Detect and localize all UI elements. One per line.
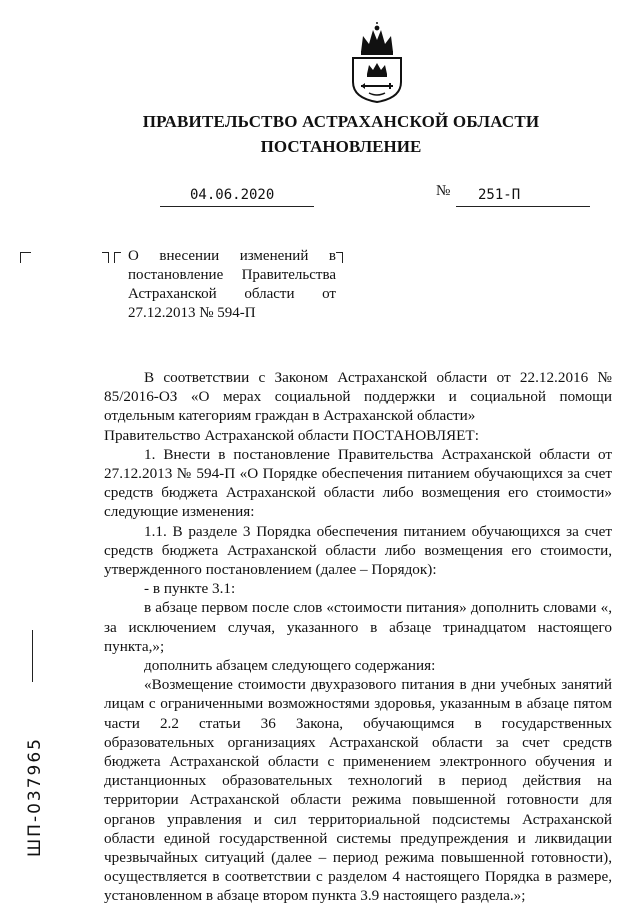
body-paragraph: В соответствии с Законом Астраханской области от 22.12.2016 № 85/2016-ОЗ «О мерах социальной поддержки и социальной помощи отдельным категориям граждан в Астраханской области» bbox=[104, 369, 612, 425]
coat-of-arms-icon bbox=[347, 22, 407, 104]
form-serial-code: ШП-037965 bbox=[25, 737, 45, 857]
number-label: № bbox=[436, 183, 451, 199]
body-paragraph: 1. Внести в постановление Правительства Астраханской области от 27.12.2013 № 594-П «О Порядке обеспечения питанием обучающихся за счет средств бюджета Астраханской области либо возмещения его стоимости» следующие изменения: bbox=[104, 445, 612, 521]
document-type: ПОСТАНОВЛЕНИЕ bbox=[260, 137, 422, 156]
subject-line: 27.12.2013 № 594-П bbox=[128, 305, 256, 321]
subject-line: постановление Правительства bbox=[128, 267, 336, 283]
body-paragraph: Правительство Астраханской области ПОСТАНОВЛЯЕТ: bbox=[104, 426, 479, 444]
body-paragraph: 1.1. В разделе 3 Порядка обеспечения питанием обучающихся за счет средств бюджета Астраханской области либо возмещения его стоимости, утвержденного постановлением (далее – Порядок): bbox=[104, 522, 612, 579]
document-subject bbox=[128, 247, 336, 323]
corner-mark bbox=[20, 252, 31, 263]
org-title: ПРАВИТЕЛЬСТВО АСТРАХАНСКОЙ ОБЛАСТИ bbox=[142, 112, 540, 131]
corner-mark bbox=[114, 252, 121, 263]
document-body bbox=[104, 368, 612, 906]
body-paragraph: в абзаце первом после слов «стоимости питания» дополнить словами «, за исключением случая, указанного в абзаце тринадцатом настоящего пункта,»; bbox=[104, 599, 612, 655]
document-date: 04.06.2020 bbox=[190, 187, 275, 203]
corner-mark bbox=[102, 252, 109, 263]
body-paragraph: дополнить абзацем следующего содержания: bbox=[144, 657, 436, 675]
number-field bbox=[456, 188, 590, 207]
subject-line: О внесении изменений в bbox=[128, 248, 336, 264]
body-paragraph: - в пункте 3.1: bbox=[144, 580, 236, 598]
margin-line bbox=[32, 630, 33, 682]
corner-mark bbox=[336, 252, 343, 263]
body-paragraph: «Возмещение стоимости двухразового питания в дни учебных занятий лицам с ограниченными возможностями здоровья, указанным в абзаце пятом части 2.2 статьи 36 Закона, обучающимся в государственных образовательных организациях Астраханской области за счет средств бюджета Астраханской области с применением электронного обучения и дистанционных образовательных технологий в период действия на территории Астраханской области режима повышенной готовности для органов управления и сил территориальной подсистемы Астраханской области единой государственной системы предупреждения и ликвидации чрезвычайных ситуаций (далее – период режима повышенной готовности), осуществляется в соответствии с разделом 4 настоящего Порядка в размере, установленном в абзаце втором пункта 3.9 настоящего раздела.»; bbox=[104, 676, 612, 905]
date-field bbox=[160, 188, 314, 207]
subject-line: Астраханской области от bbox=[128, 286, 336, 302]
document-number: 251-П bbox=[478, 187, 521, 203]
